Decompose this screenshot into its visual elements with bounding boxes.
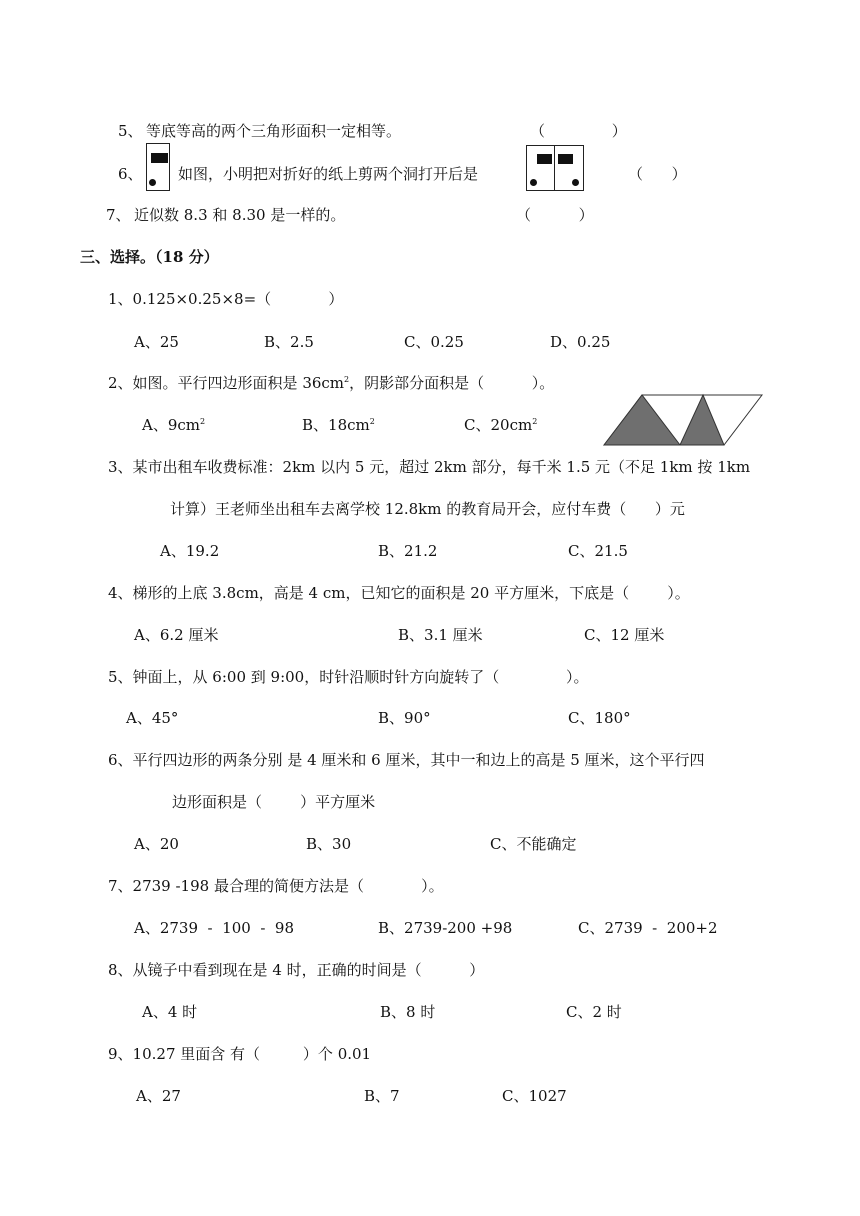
section-title-choice: 三、选择。（18 分） <box>80 248 219 266</box>
judge-q7-number: 7、 <box>106 206 131 224</box>
cut-hole-left <box>537 154 552 164</box>
judge-q5-text: 等底等高的两个三角形面积一定相等。 <box>146 122 402 140</box>
unfolded-paper-figure <box>526 145 584 191</box>
choice-q1-option-a: A、25 <box>134 333 179 351</box>
choice-q2-stem-part-a: 2、如图。平行四边形面积是 36cm <box>108 374 345 392</box>
choice-q9-option-c: C、1027 <box>502 1087 567 1105</box>
choice-q2-stem <box>108 373 554 393</box>
choice-q8-option-b: B、8 时 <box>380 1003 436 1021</box>
superscript-2: 2 <box>200 417 206 426</box>
choice-q4-stem: 4、梯形的上底 3.8cm，高是 4 cm，已知它的面积是 20 平方厘米，下底是（ ）。 <box>108 584 690 602</box>
cut-hole-right <box>558 154 573 164</box>
choice-q3-option-a: A、19.2 <box>160 542 220 560</box>
judge-q6-text: 如图，小明把对折好的纸上剪两个洞打开后是 <box>178 165 479 183</box>
choice-q3-stem-line1: 3、某市出租车收费标准：2km 以内 5 元，超过 2km 部分，每千米 1.5 元（不足 1km 按 1km <box>108 458 751 476</box>
cut-hole <box>151 153 168 163</box>
choice-q5-option-a: A、45° <box>126 709 179 727</box>
choice-q7-option-b: B、2739-200 +98 <box>378 919 513 937</box>
superscript-2: 2 <box>344 375 350 384</box>
choice-q6-option-a: A、20 <box>134 835 179 853</box>
choice-q2-stem-part-b: ，阴影部分面积是（ ）。 <box>349 374 555 392</box>
fold-line <box>554 146 555 190</box>
choice-q5-option-b: B、90° <box>378 709 431 727</box>
choice-q5-stem: 5、钟面上，从 6:00 到 9:00，时针沿顺时针方向旋转了（ ）。 <box>108 668 589 686</box>
choice-q6-option-c: C、不能确定 <box>490 835 577 853</box>
parallelogram-figure <box>600 392 770 448</box>
choice-q9-stem: 9、10.27 里面含 有（ ）个 0.01 <box>108 1045 372 1063</box>
cut-dot-left <box>530 179 537 186</box>
cut-dot-right <box>572 179 579 186</box>
choice-q8-stem: 8、从镜子中看到现在是 4 时，正确的时间是（ ） <box>108 961 485 979</box>
choice-q7-option-c: C、2739 - 200+2 <box>578 919 718 937</box>
choice-q4-option-a: A、6.2 厘米 <box>134 626 219 644</box>
choice-q3-option-b: B、21.2 <box>378 542 438 560</box>
judge-q7-text: 近似数 8.3 和 8.30 是一样的。 <box>134 206 346 224</box>
choice-q1-stem: 1、0.125×0.25×8=（ ） <box>108 290 344 308</box>
choice-q2-option-a <box>142 415 205 435</box>
choice-q7-stem: 7、2739 -198 最合理的简便方法是（ ）。 <box>108 877 444 895</box>
choice-q4-option-c: C、12 厘米 <box>584 626 665 644</box>
choice-q6-option-b: B、30 <box>306 835 352 853</box>
choice-q3-stem-line2: 计算）王老师坐出租车去离学校 12.8km 的教育局开会，应付车费（ ）元 <box>170 500 685 518</box>
choice-q1-option-b: B、2.5 <box>264 333 314 351</box>
cut-dot <box>149 179 156 186</box>
choice-q7-option-a: A、2739 - 100 - 98 <box>134 919 295 937</box>
superscript-2: 2 <box>532 417 538 426</box>
choice-q1-option-c: C、0.25 <box>404 333 464 351</box>
judge-q6-number: 6、 <box>118 165 143 183</box>
option-a-text: A、9cm <box>142 416 201 434</box>
choice-q9-option-a: A、27 <box>136 1087 181 1105</box>
judge-q5-answer-paren: （ ） <box>530 122 627 140</box>
choice-q2-option-c <box>464 415 537 435</box>
folded-paper-figure <box>146 143 170 191</box>
choice-q2-option-b <box>302 415 375 435</box>
choice-q9-option-b: B、7 <box>364 1087 400 1105</box>
choice-q1-option-d: D、0.25 <box>550 333 611 351</box>
choice-q6-stem-line1: 6、平行四边形的两条分别 是 4 厘米和 6 厘米，其中一和边上的高是 5 厘米，这个平行四 <box>108 751 705 769</box>
option-c-text: C、20cm <box>464 416 533 434</box>
choice-q3-option-c: C、21.5 <box>568 542 628 560</box>
judge-q5-number: 5、 <box>118 122 143 140</box>
choice-q8-option-c: C、2 时 <box>566 1003 622 1021</box>
choice-q5-option-c: C、180° <box>568 709 631 727</box>
choice-q4-option-b: B、3.1 厘米 <box>398 626 483 644</box>
judge-q6-answer-paren: （ ） <box>628 165 687 183</box>
option-b-text: B、18cm <box>302 416 370 434</box>
choice-q6-stem-line2: 边形面积是（ ）平方厘米 <box>172 793 376 811</box>
judge-q7-answer-paren: （ ） <box>516 206 594 224</box>
superscript-2: 2 <box>369 417 375 426</box>
choice-q8-option-a: A、4 时 <box>142 1003 198 1021</box>
